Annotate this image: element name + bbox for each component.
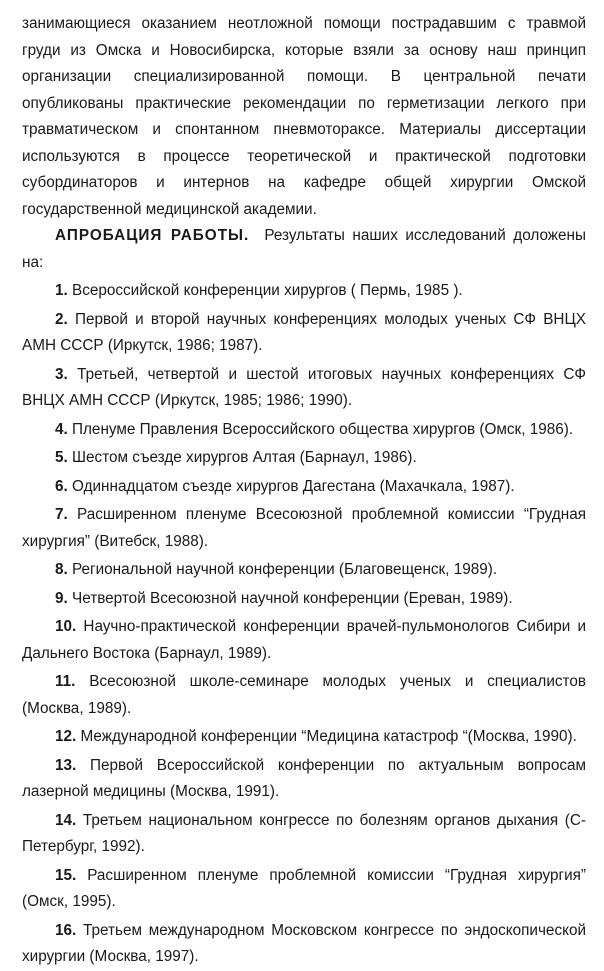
list-item-text: Международной конференции “Медицина катастроф “(Москва, 1990).	[80, 728, 577, 745]
list-item-text: Четвертой Всесоюзной научной конференции (Ереван, 1989).	[72, 589, 513, 607]
conference-list-item	[22, 863, 586, 916]
list-item-number: 12.	[55, 728, 77, 745]
list-item-number: 11.	[55, 673, 76, 690]
list-item-text: Шестом съезде хирургов Алтая (Барнаул, 1986).	[72, 449, 417, 466]
conference-list-item	[22, 586, 586, 613]
conference-list-item	[22, 362, 586, 415]
list-item-number: 9.	[55, 589, 68, 607]
conference-list-item	[22, 474, 586, 501]
conference-list-item	[22, 808, 586, 861]
conference-list-item	[22, 724, 586, 751]
list-item-number: 14.	[55, 811, 77, 829]
list-item-text: Всероссийской конференции хирургов ( Пермь, 1985 ).	[72, 282, 463, 299]
list-item-number: 8.	[55, 561, 68, 578]
list-item-text: Расширенном пленуме проблемной комиссии “Грудная хирургия” (Омск, 1995).	[22, 866, 586, 910]
conference-list-item	[22, 417, 586, 444]
conference-list-item	[22, 669, 586, 722]
list-item-number: 13.	[55, 756, 77, 774]
list-item-number: 15.	[55, 866, 77, 884]
list-item-text: Региональной научной конференции (Благовещенск, 1989).	[72, 561, 498, 578]
list-item-number: 16.	[55, 921, 77, 939]
list-item-text: Расширенном пленуме Всесоюзной проблемной комиссии “Грудная хирургия” (Витебск, 1988).	[22, 506, 586, 550]
document-page	[22, 11, 586, 971]
list-item-text: Всесоюзной школе-семинаре молодых ученых и специалистов (Москва, 1989).	[22, 673, 586, 717]
list-item-number: 7.	[55, 506, 68, 523]
conference-list-item	[22, 614, 586, 667]
conference-list-item	[22, 445, 586, 472]
conference-list-item	[22, 557, 586, 584]
list-item-number: 5.	[55, 449, 68, 466]
list-item-number: 3.	[55, 365, 68, 383]
approbation-heading: АПРОБАЦИЯ РАБОТЫ.	[55, 227, 250, 244]
conference-list-item	[22, 307, 586, 360]
conference-list	[22, 278, 586, 971]
conference-list-item	[22, 918, 586, 971]
list-item-text: Пленуме Правления Всероссийского общества хирургов (Омск, 1986).	[72, 420, 574, 438]
intro-paragraph: занимающиеся оказанием неотложной помощи пострадавшим с травмой груди из Омска и Новосибирска, которые взяли за основу наш принцип организации специализированной помощи. В центральной печати опубликованы практические рекомендации по герметизации легкого при травматическом и спонтанном пневмотораксе. Материалы диссертации используются в процессе теоретической и практической подготовки субординаторов и интернов на кафедре общей хирургии Омской государственной медицинской академии.	[22, 15, 586, 218]
list-item-number: 6.	[55, 477, 68, 495]
list-item-number: 2.	[55, 310, 68, 328]
approbation-lead: Результаты наших исследований доложены на:	[22, 227, 586, 271]
list-item-number: 10.	[55, 618, 77, 635]
approbation-paragraph	[22, 223, 586, 276]
conference-list-item	[22, 502, 586, 555]
conference-list-item	[22, 278, 586, 305]
list-item-number: 4.	[55, 420, 68, 438]
list-item-number: 1.	[55, 282, 68, 299]
list-item-text: Первой Всероссийской конференции по актуальным вопросам лазерной медицины (Москва, 1991).	[22, 756, 586, 800]
list-item-text: Одиннадцатом съезде хирургов Дагестана (Махачкала, 1987).	[72, 477, 515, 495]
list-item-text: Первой и второй научных конференциях молодых ученых СФ ВНЦХ АМН СССР (Иркутск, 1986; 1987).	[22, 310, 586, 354]
list-item-text: Третьем международном Московском конгрессе по эндоскопической хирургии (Москва, 1997).	[22, 921, 587, 965]
list-item-text: Третьей, четвертой и шестой итоговых научных конференциях СФ ВНЦХ АМН СССР (Иркутск, 1985; 1986; 1990).	[22, 365, 587, 409]
list-item-text: Научно-практической конференции врачей-пульмонологов Сибири и Дальнего Востока (Барнаул, 1989).	[22, 618, 587, 662]
list-item-text: Третьем национальном конгрессе по болезням органов дыхания (С-Петербург, 1992).	[22, 811, 586, 855]
conference-list-item	[22, 753, 586, 806]
